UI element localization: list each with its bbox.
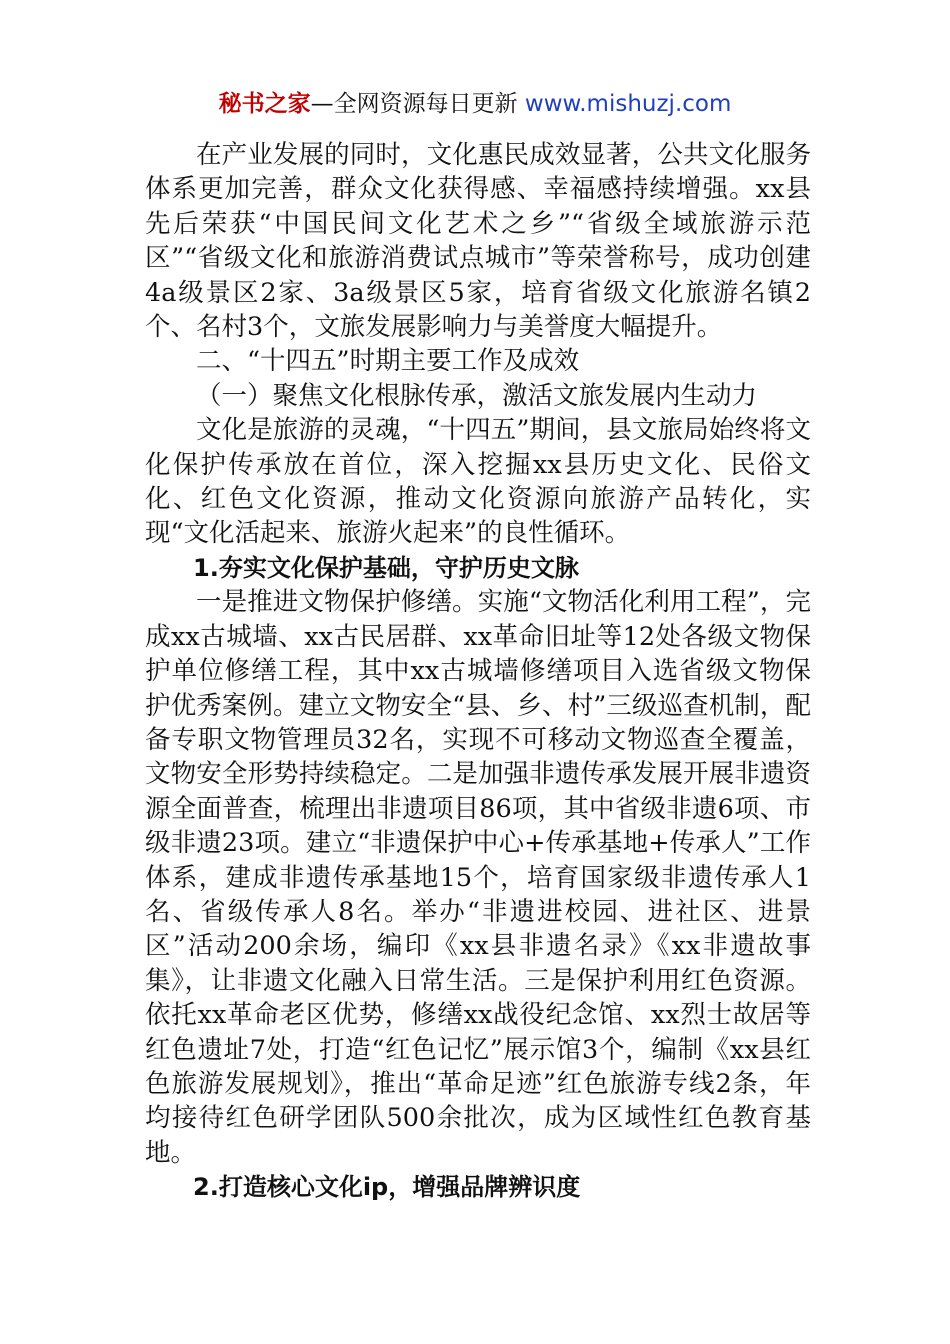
site-header (0, 86, 950, 122)
subsection-heading: （一）聚焦文化根脉传承，激活文旅发展内生动力 (196, 380, 758, 411)
header-separator: — (310, 91, 334, 117)
site-brand: 秘书之家 (218, 91, 311, 117)
body-paragraph: 在产业发展的同时，文化惠民成效显著，公共文化服务体系更加完善，群众文化获得感、幸福感持续增强。xx县先后荣获“中国民间文化艺术之乡”“省级全域旅游示范区”“省级文化和旅游消费试点城市”等荣誉称号，成功创建4a级景区2家、3a级景区5家，培育省级文化旅游名镇2个、名村3个，文旅发展影响力与美誉度大幅提升。 (145, 140, 811, 343)
document-body (145, 138, 811, 1205)
section-heading: 二、“十四五”时期主要工作及成效 (196, 346, 580, 377)
site-url-link[interactable]: www.mishuzj.com (524, 91, 732, 117)
bold-heading: 1.夯实文化保护基础，守护历史文脉 (193, 553, 579, 582)
body-paragraph: 文化是旅游的灵魂，“十四五”期间，县文旅局始终将文化保护传承放在首位，深入挖掘xx县历史文化、民俗文化、红色文化资源，推动文化资源向旅游产品转化，实现“文化活起来、旅游火起来”的良性循环。 (145, 415, 811, 549)
bold-heading: 2.打造核心文化ip，增强品牌辨识度 (193, 1173, 581, 1202)
body-paragraph: 一是推进文物保护修缮。实施“文物活化利用工程”，完成xx古城墙、xx古民居群、xx革命旧址等12处各级文物保护单位修缮工程，其中xx古城墙修缮项目入选省级文物保护优秀案例。建立文物安全“县、乡、村”三级巡查机制，配备专职文物管理员32名，实现不可移动文物巡查全覆盖，文物安全形势持续稳定。二是加强非遗传承发展开展非遗资源全面普查，梳理出非遗项目86项，其中省级非遗6项、市级非遗23项。建立“非遗保护中心+传承基地+传承人”工作体系，建成非遗传承基地15个，培育国家级非遗传承人1名、省级传承人8名。举办“非遗进校园、进社区、进景区”活动200余场，编印《xx县非遗名录》《xx非遗故事集》，让非遗文化融入日常生活。三是保护利用红色资源。依托xx革命老区优势，修缮xx战役纪念馆、xx烈士故居等红色遗址7处，打造“红色记忆”展示馆3个，编制《xx县红色旅游发展规划》，推出“革命足迹”红色旅游专线2条，年均接待红色研学团队500余批次，成为区域性红色教育基地。 (145, 587, 811, 1168)
header-tagline: 全网资源每日更新 (333, 91, 525, 117)
